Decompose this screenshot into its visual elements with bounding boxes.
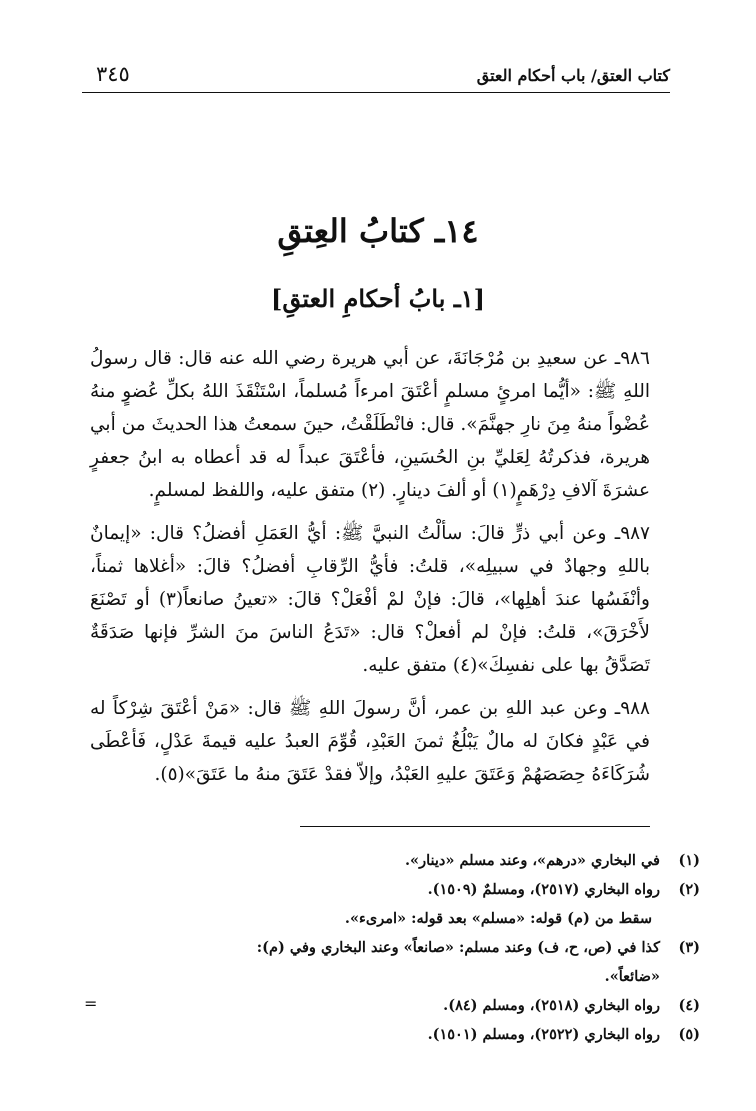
footnote-4	[200, 991, 700, 1020]
hadith-986: ٩٨٦ـ عن سعيدِ بن مُرْجَانَةَ، عن أبي هريرة رضي الله عنه قال: قال رسولُ اللهِ ﷺ: «أيُّما امرئٍ مسلمٍ أعْتَقَ امرءاً مُسلماً، اسْتَنْقَذَ اللهُ بكلِّ عُضوٍ منهُ عُضْواً منهُ مِنَ نارِ جهنَّمَ». قال: فانْطَلَقْتُ، حينَ سمعتُ هذا الحديثَ من أبي هريرة، فذكرتُهُ لِعَليِّ بنِ الحُسَينِ، فأعْتَقَ عبداً له قد أعطاه به ابنُ جعفرٍ عشرَةَ آلافِ دِرْهَمٍ(١) أو ألفَ دينارٍ. (٢) متفق عليه، واللفظ لمسلمٍ.	[90, 348, 650, 501]
footnote-1	[200, 846, 700, 875]
footnotes	[200, 846, 700, 1049]
footnote-text: في البخاري «درهم»، وعند مسلم «دينار».	[404, 852, 660, 869]
footnote-2-note: سقط من (م) قوله: «مسلم» بعد قوله: «امرىء».	[344, 910, 652, 927]
footnote-separator	[300, 826, 650, 827]
footnote-text: رواه البخاري (٢٥١٨)، ومسلم (٨٤).	[443, 997, 660, 1014]
hadith-987: ٩٨٧ـ وعن أبي ذرٍّ قالَ: سألْتُ النبيَّ ﷺ: أيُّ العَمَلِ أفضلُ؟ قال: «إيمانٌ باللهِ وجهادٌ في سبيلِه»، قلتُ: فأيُّ الرِّقابِ أفضلُ؟ قالَ: «أغلاها ثمناً، وأنْفَسُها عندَ أهلِها»، قالَ: فإنْ لمْ أفْعَلْ؟ قالَ: «تعينُ صانعاً(٣) أو تَصْنَعَ لأَخْرَقَ»، قلتُ: فإنْ لم أفعلْ؟ قال: «تَدَعُ الناسَ منَ الشرِّ فإنها صَدَقَةٌ تَصَدَّقُ بها على نفسِكَ»(٤) متفق عليه.	[90, 523, 650, 676]
footnote-5	[200, 1020, 700, 1049]
footnote-number: (٣)	[678, 939, 700, 956]
footnote-number: (٥)	[678, 1026, 700, 1043]
chapter-title: ١٤ـ كتابُ العِتقِ	[277, 212, 479, 250]
footnote-2	[200, 875, 700, 904]
section-title: [١ـ بابُ أحكامِ العتقِ]	[270, 284, 486, 313]
hadith-988: ٩٨٨ـ وعن عبد اللهِ بن عمر، أنَّ رسولَ اللهِ ﷺ قال: «مَنْ أعْتَقَ شِرْكاً له في عَبْدٍ فكانَ له مالٌ يَبْلُغُ ثمنَ العَبْدِ، قُوِّمَ العبدُ عليه قيمةَ عَدْلٍ، فَأعْطَى شُرَكَاءَهُ حِصَصَهُمْ وَعَتَقَ عليهِ العَبْدُ، وإلاّ فقدْ عَتَقَ منهُ ما عَتَقَ»(٥).	[90, 698, 650, 785]
main-text	[90, 342, 650, 801]
margin-mark: =	[84, 994, 98, 1013]
footnote-text: كذا في (ص، ح، ف) وعند مسلم: «صانعاً» وعند البخاري وفي (م): «ضائعاً».	[256, 939, 660, 985]
footnote-text: رواه البخاري (٢٥١٧)، ومسلمٌ (١٥٠٩).	[427, 881, 660, 898]
page-number: ٣٤٥	[96, 62, 130, 86]
footnote-number: (٤)	[678, 997, 700, 1014]
running-title: كتاب العتق/ باب أحكام العتق	[476, 66, 670, 85]
running-header	[82, 58, 670, 93]
footnote-text: رواه البخاري (٢٥٢٢)، ومسلم (١٥٠١).	[427, 1026, 660, 1043]
footnote-number: (١)	[678, 852, 700, 869]
footnote-number: (٢)	[678, 881, 700, 898]
footnote-3	[200, 933, 700, 991]
